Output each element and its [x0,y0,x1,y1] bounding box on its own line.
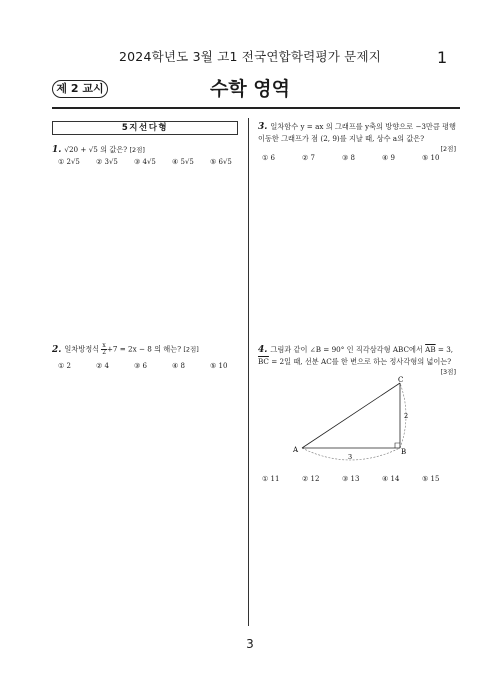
choice[interactable]: ④ 5√5 [172,158,194,166]
segment-ab: $\overline{AB}$ [425,345,436,354]
fraction-denominator: 2 [102,349,107,356]
choice[interactable]: ① 2 [58,362,71,370]
right-angle-mark [395,443,400,448]
question-stem: +7 = 2x − 8 의 해는? [106,344,184,354]
choice[interactable]: ② 3√5 [96,158,118,166]
question-number: 4. [258,345,268,355]
choices-4 [262,475,462,483]
question-number: 2. [52,344,62,355]
section-label: 5지선다형 [52,121,238,135]
question-1 [52,144,242,156]
choice[interactable]: ⑤ 10 [422,154,440,162]
subject-title: 수학 영역 [209,78,291,100]
question-points: [2점] [129,146,145,154]
choice[interactable]: ① 2√5 [58,158,80,166]
choices-3 [262,154,462,162]
choice[interactable]: ⑤ 10 [210,362,228,370]
choice[interactable]: ⑤ 15 [422,475,440,483]
vertex-a-label: A [293,446,299,454]
footer-page-number: 3 [246,637,254,651]
question-points: [2점] [440,145,456,153]
question-points: [3점] [440,368,456,376]
choice[interactable]: ① 6 [262,154,275,162]
choice[interactable]: ③ 8 [342,154,355,162]
question-stem: 일차방정식 [64,344,102,354]
choice[interactable]: ④ 14 [382,475,400,483]
triangle-figure [290,376,415,462]
question-stem: 그림과 같이 ∠B = 90° 인 직각삼각형 ABC에서 [270,345,426,354]
question-stem: = 3, [435,345,454,354]
question-stem: 일차함수 y = ax 의 그래프를 y축의 방향으로 −3만큼 평행이동한 그래프가 점 (2, 9)를 지날 때, 상수 a의 값은? [258,122,456,143]
label-bc: 2 [404,412,409,420]
question-number: 3. [258,122,268,132]
vertex-c-label: C [398,376,404,384]
question-3 [258,121,462,155]
header-page-number: 1 [437,48,448,67]
choice[interactable]: ③ 4√5 [134,158,156,166]
label-ab: 3 [348,453,353,461]
question-number: 1. [52,145,62,155]
header-rule [52,107,460,109]
segment-ac-line [302,383,400,448]
question-stem: √20 + √5 [64,145,98,154]
choices-1 [58,158,248,166]
column-divider [248,118,249,626]
choice[interactable]: ② 4 [96,362,109,370]
question-stem: 의 값은? [97,145,130,154]
question-points: [2점] [183,345,199,354]
vertex-b-label: B [401,448,407,456]
exam-title: 2024학년도 3월 고1 전국연합학력평가 문제지 [118,49,381,64]
choice[interactable]: ④ 8 [172,362,185,370]
choice[interactable]: ⑤ 6√5 [210,158,232,166]
choice[interactable]: ④ 9 [382,154,395,162]
question-2 [52,343,242,356]
choice[interactable]: ② 7 [302,154,315,162]
fraction-numerator: x [102,342,106,349]
choice[interactable]: ② 12 [302,475,320,483]
question-4 [258,344,462,378]
choices-2 [58,362,248,370]
choice[interactable]: ③ 6 [134,362,147,370]
segment-bc: $\overline{BC}$ [258,357,269,366]
choice[interactable]: ③ 13 [342,475,360,483]
choice[interactable]: ① 11 [262,475,280,483]
period-badge: 제 2 교시 [52,80,108,98]
question-stem: = 2일 때, 선분 AC를 한 변으로 하는 정사각형의 넓이는? [268,357,452,366]
